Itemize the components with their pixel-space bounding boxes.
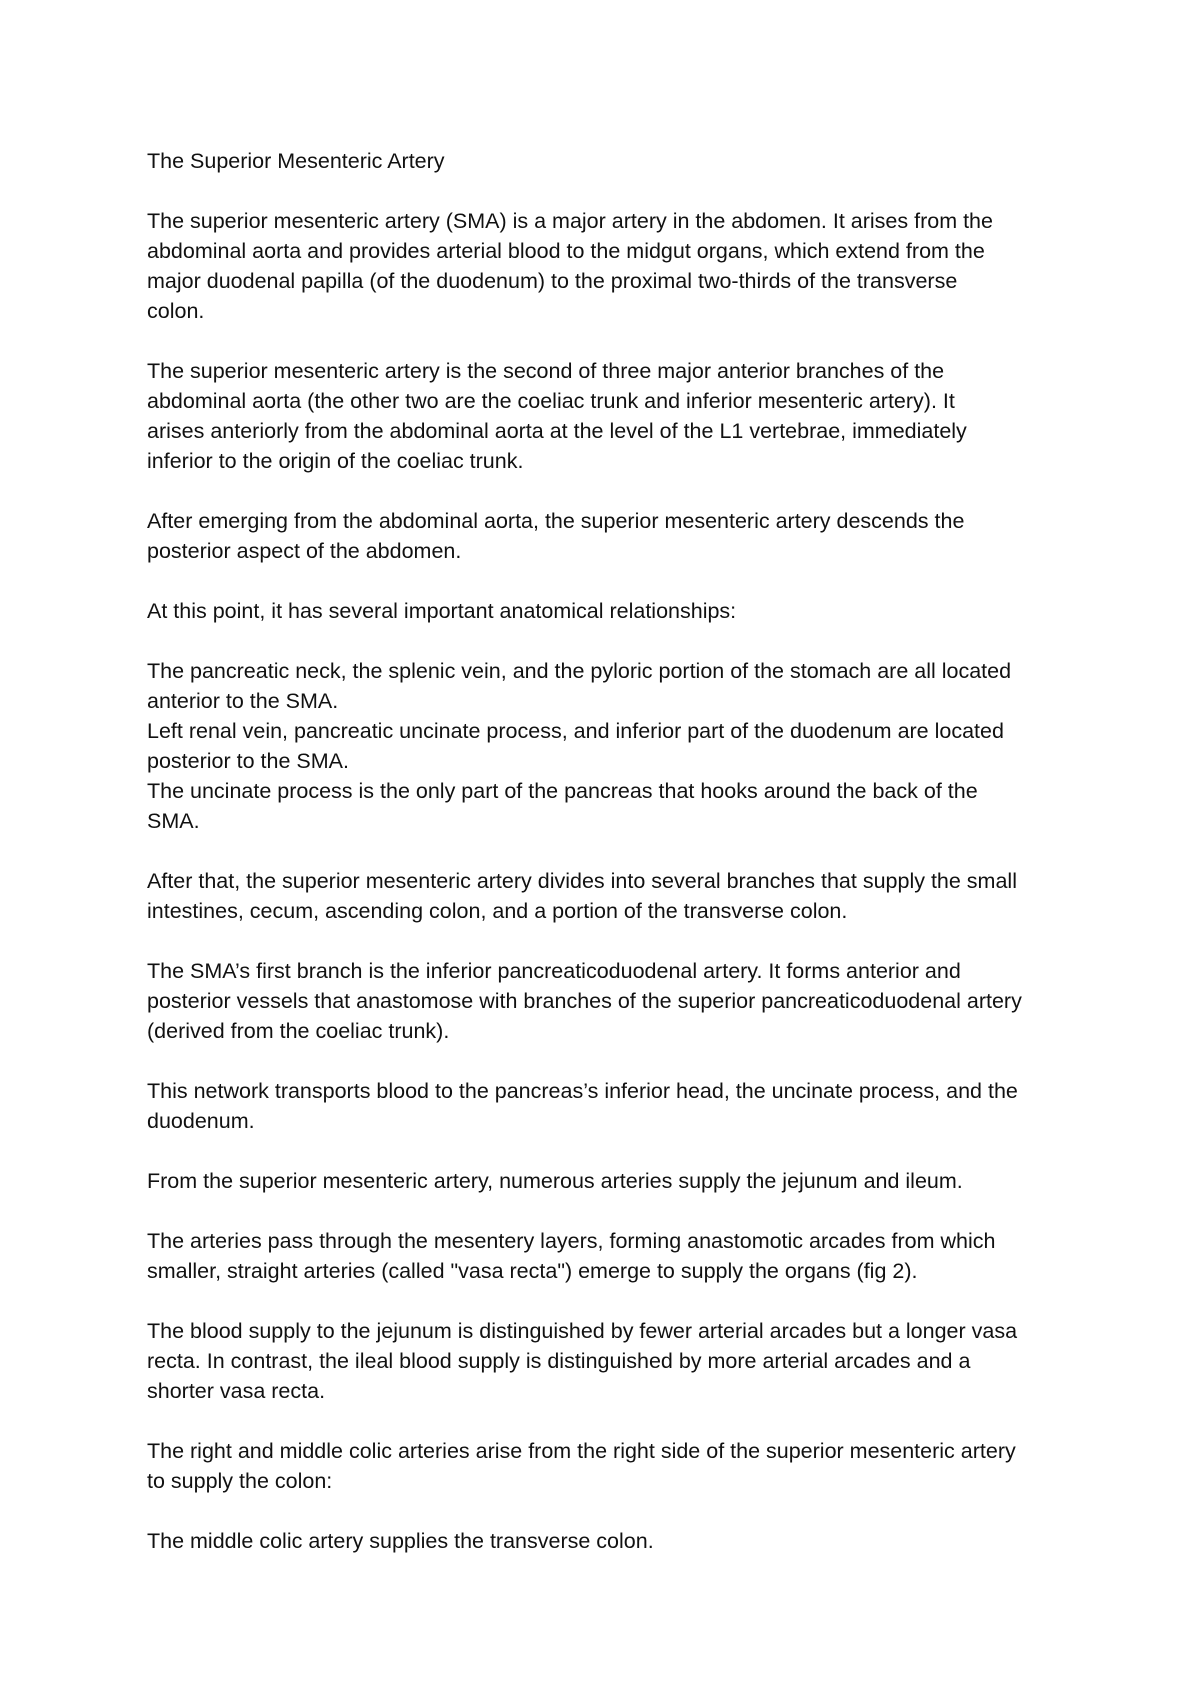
document-title: The Superior Mesenteric Artery <box>147 149 445 173</box>
text-line: After emerging from the abdominal aorta, the superior mesenteric artery descends the <box>147 509 965 533</box>
text-line: abdominal aorta (the other two are the coeliac trunk and inferior mesenteric artery). It <box>147 389 955 413</box>
text-line: anterior to the SMA. <box>147 689 339 713</box>
text-line: The superior mesenteric artery (SMA) is a major artery in the abdomen. It arises from the <box>147 209 993 233</box>
text-line: posterior to the SMA. <box>147 749 349 773</box>
text-line: arises anteriorly from the abdominal aorta at the level of the L1 vertebrae, immediately <box>147 419 967 443</box>
text-line: to supply the colon: <box>147 1469 333 1493</box>
text-line: major duodenal papilla (of the duodenum) to the proximal two-thirds of the transverse <box>147 269 958 293</box>
text-line: The pancreatic neck, the splenic vein, and the pyloric portion of the stomach are all located <box>147 659 1012 683</box>
text-line: recta. In contrast, the ileal blood supply is distinguished by more arterial arcades and a <box>147 1349 971 1373</box>
paragraph <box>147 356 1077 476</box>
text-line: abdominal aorta and provides arterial blood to the midgut organs, which extend from the <box>147 239 985 263</box>
paragraph <box>147 1526 1077 1556</box>
text-line: posterior aspect of the abdomen. <box>147 539 462 563</box>
text-line: This network transports blood to the pancreas’s inferior head, the uncinate process, and the <box>147 1079 1018 1103</box>
text-line: The uncinate process is the only part of the pancreas that hooks around the back of the <box>147 779 978 803</box>
text-line: The superior mesenteric artery is the second of three major anterior branches of the <box>147 359 945 383</box>
paragraph <box>147 506 1077 566</box>
paragraph <box>147 206 1077 326</box>
text-line: colon. <box>147 299 205 323</box>
paragraph <box>147 656 1077 836</box>
text-line: intestines, cecum, ascending colon, and a portion of the transverse colon. <box>147 899 848 923</box>
text-line: inferior to the origin of the coeliac trunk. <box>147 449 524 473</box>
paragraph <box>147 1226 1077 1286</box>
text-line: From the superior mesenteric artery, numerous arteries supply the jejunum and ileum. <box>147 1169 963 1193</box>
text-line: The blood supply to the jejunum is distinguished by fewer arterial arcades but a longer vasa <box>147 1319 1018 1343</box>
text-line: After that, the superior mesenteric artery divides into several branches that supply the small <box>147 869 1017 893</box>
text-line: SMA. <box>147 809 200 833</box>
paragraph <box>147 866 1077 926</box>
text-line: duodenum. <box>147 1109 255 1133</box>
text-line: Left renal vein, pancreatic uncinate process, and inferior part of the duodenum are located <box>147 719 1004 743</box>
text-line: The arteries pass through the mesentery layers, forming anastomotic arcades from which <box>147 1229 996 1253</box>
text-line: The right and middle colic arteries arise from the right side of the superior mesenteric artery <box>147 1439 1016 1463</box>
paragraph <box>147 956 1077 1046</box>
paragraph <box>147 1316 1077 1406</box>
paragraph-list <box>147 206 1077 1556</box>
paragraph <box>147 596 1077 626</box>
document-body <box>147 146 1077 1586</box>
text-line: shorter vasa recta. <box>147 1379 326 1403</box>
paragraph <box>147 1436 1077 1496</box>
text-line: The SMA’s first branch is the inferior pancreaticoduodenal artery. It forms anterior and <box>147 959 961 983</box>
text-line: At this point, it has several important anatomical relationships: <box>147 599 737 623</box>
paragraph <box>147 1076 1077 1136</box>
text-line: (derived from the coeliac trunk). <box>147 1019 450 1043</box>
text-line: The middle colic artery supplies the transverse colon. <box>147 1529 654 1553</box>
text-line: posterior vessels that anastomose with branches of the superior pancreaticoduodenal artery <box>147 989 1022 1013</box>
text-line: smaller, straight arteries (called "vasa recta") emerge to supply the organs (fig 2). <box>147 1259 918 1283</box>
paragraph <box>147 1166 1077 1196</box>
